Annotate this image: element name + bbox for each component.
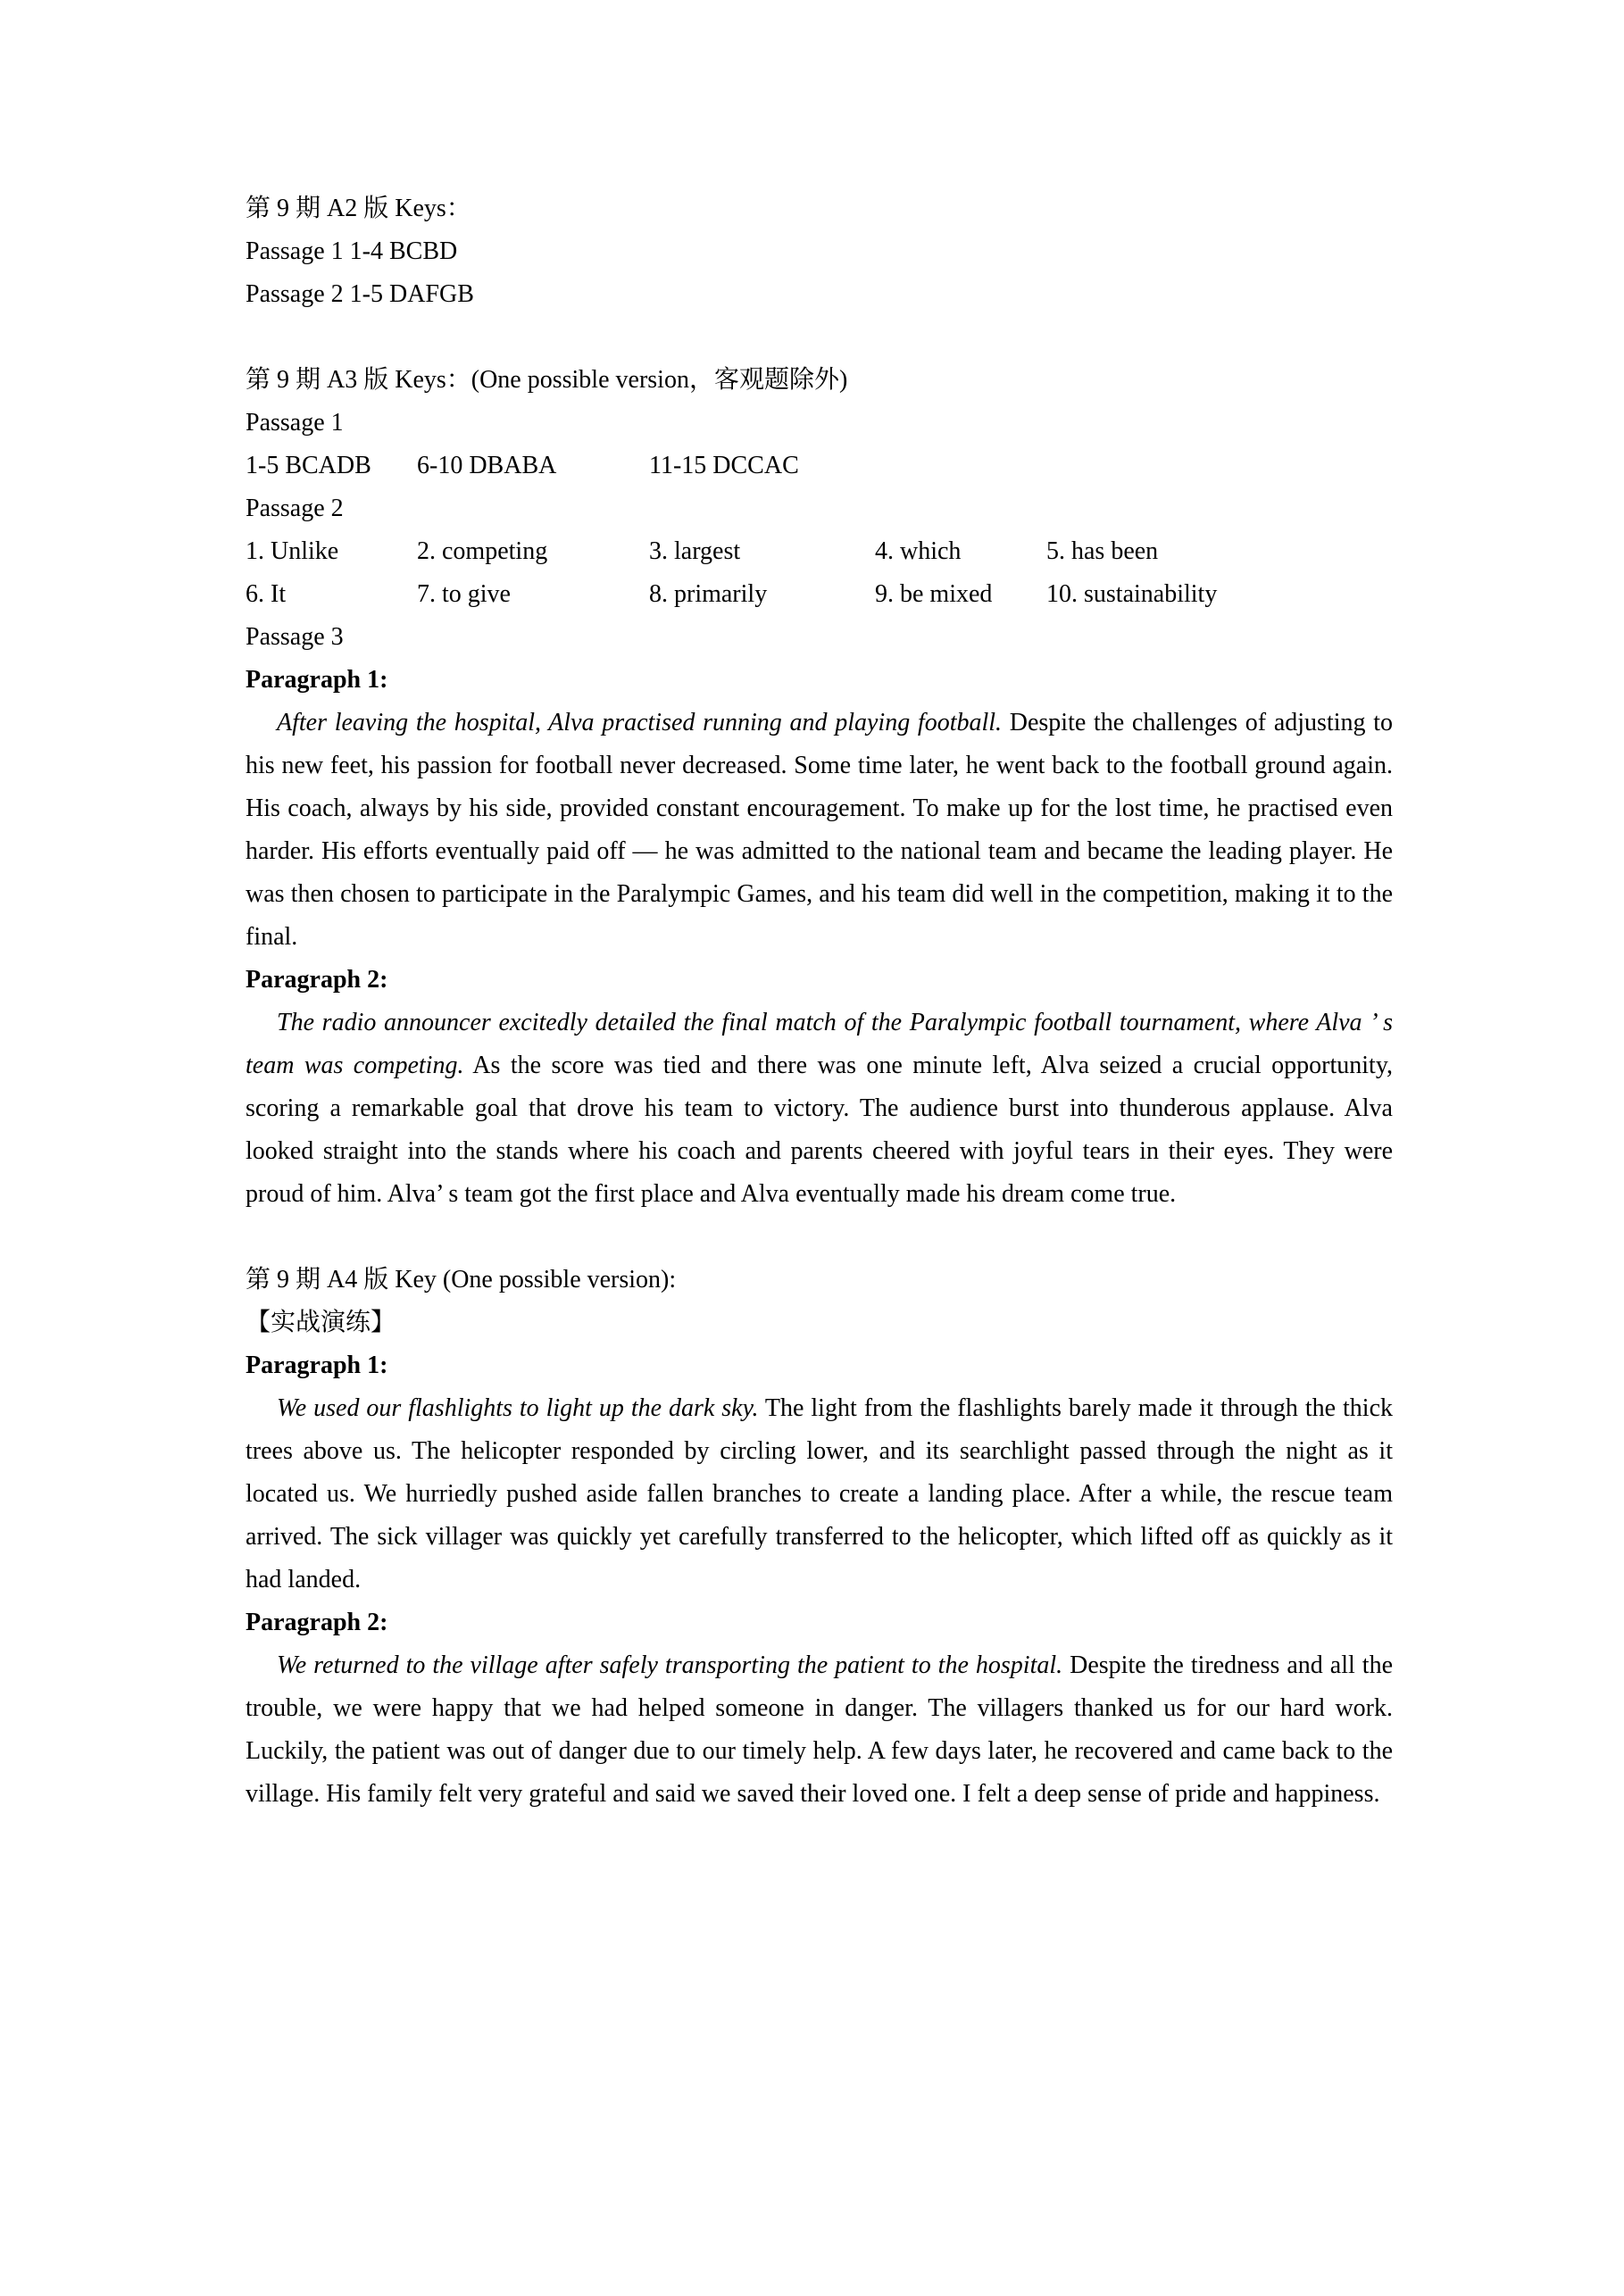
a3-passage1-answers-row — [246, 445, 1393, 487]
a4-paragraph1-text — [246, 1387, 1393, 1601]
answer-item: 6. It — [246, 580, 287, 608]
lead-sentence: The radio announcer excitedly detailed the final match of the Paralympic football tournament, where Alva ’ s team was competing. — [246, 1009, 1393, 1079]
a4-paragraph2-text — [246, 1644, 1393, 1816]
lead-sentence: We used our flashlights to light up the dark sky. — [277, 1394, 759, 1422]
answer-item: 5. has been — [1046, 537, 1159, 565]
a3-passage2-answers-row2 — [246, 573, 1393, 616]
answer-item: 4. which — [875, 537, 962, 565]
answer-item: 2. competing — [417, 537, 548, 565]
a3-passage1-label: Passage 1 — [246, 409, 344, 437]
spacer — [246, 316, 1393, 359]
answer-item: 8. primarily — [649, 580, 768, 608]
answer-item: 10. sustainability — [1046, 580, 1218, 608]
a3-passage3-label: Passage 3 — [246, 623, 344, 651]
answer-item: 7. to give — [417, 580, 511, 608]
a4-section-title: 第 9 期 A4 版 Key (One possible version): — [246, 1266, 677, 1294]
answer-item: 11-15 DCCAC — [649, 452, 799, 479]
body-text: The light from the flashlights barely made it through the thick trees above us. The helicopter responded by circling lower, and its searchlight passed through the night as it located us. We hurriedly pushed aside fallen branches to create a landing place. After a while, the rescue team arrived. The sick villager was quickly yet carefully transferred to the helicopter, which lifted off as quickly as it had landed. — [246, 1394, 1394, 1593]
body-text: Despite the challenges of adjusting to his new feet, his passion for football never decreased. Some time later, he went back to the football ground again. His coach, always by his side, provided constant encouragement. To make up for the lost time, he practised even harder. His efforts eventually paid off — he was admitted to the national team and became the leading player. He was then chosen to participate in the Paralympic Games, and his team did well in the competition, making it to the final. — [246, 709, 1393, 951]
spacer — [246, 1216, 1393, 1259]
a3-passage2-label: Passage 2 — [246, 495, 344, 522]
answer-item: 9. be mixed — [875, 580, 993, 608]
body-text: As the score was tied and there was one minute left, Alva seized a crucial opportunity, scoring a remarkable goal that drove his team to victory. The audience burst into thunderous applause. Alva looked straight into the stands where his coach and parents cheered with joyful tears in their eyes. They were proud of him. Alva’ s team got the first place and Alva eventually made his dream come true. — [246, 1052, 1393, 1208]
a3-paragraph2-label: Paragraph 2: — [246, 966, 388, 994]
lead-sentence: After leaving the hospital, Alva practised running and playing football. — [277, 709, 1003, 736]
lead-sentence: We returned to the village after safely transporting the patient to the hospital. — [277, 1651, 1063, 1679]
a4-subtitle: 【实战演练】 — [246, 1309, 396, 1336]
a3-paragraph2-text — [246, 1002, 1393, 1216]
a3-passage2-answers-row1 — [246, 530, 1393, 573]
a2-passage2-answers: Passage 2 1-5 DAFGB — [246, 280, 474, 308]
a3-paragraph1-text — [246, 702, 1393, 959]
a3-section-title: 第 9 期 A3 版 Keys：(One possible version，客观题除外) — [246, 366, 848, 394]
answer-item: 6-10 DBABA — [417, 452, 557, 479]
a2-section-title: 第 9 期 A2 版 Keys： — [246, 195, 471, 222]
answer-item: 3. largest — [649, 537, 741, 565]
a4-paragraph2-label: Paragraph 2: — [246, 1609, 388, 1636]
answer-item: 1. Unlike — [246, 537, 339, 565]
a4-paragraph1-label: Paragraph 1: — [246, 1352, 388, 1379]
answer-item: 1-5 BCADB — [246, 452, 371, 479]
a3-paragraph1-label: Paragraph 1: — [246, 666, 388, 694]
a2-passage1-answers: Passage 1 1-4 BCBD — [246, 237, 458, 265]
body-text: Despite the tiredness and all the trouble, we were happy that we had helped someone in danger. The villagers thanked us for our hard work. Luckily, the patient was out of danger due to our timely help. A few days later, he recovered and came back to the village. His family felt very grateful and said we saved their loved one. I felt a deep sense of pride and happiness. — [246, 1651, 1393, 1808]
